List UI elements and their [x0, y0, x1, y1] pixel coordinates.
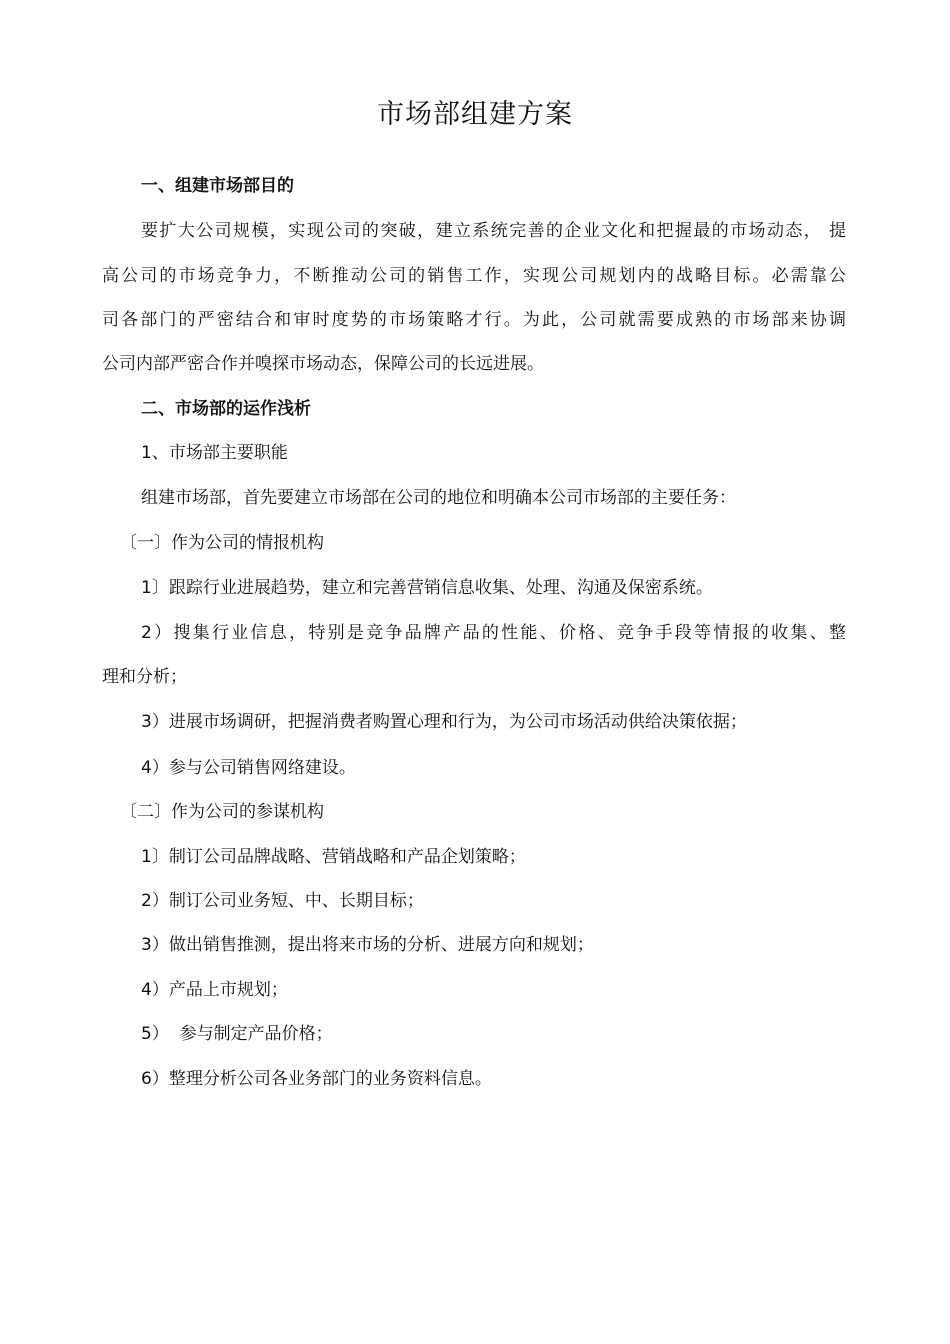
group-1-item-2-continuation: 理和分析； [102, 667, 187, 687]
group-1-item-3: 3）进展市场调研，把握消费者购置心理和行为，为公司市场活动供给决策依据； [141, 712, 747, 732]
group-2-item-3: 3）做出销售推测，提出将来市场的分析、进展方向和规划； [141, 935, 594, 955]
document-title: 市场部组建方案 [377, 99, 573, 130]
paragraph-line-4: 公司内部严密合作并嗅探市场动态，保障公司的长远进展。 [102, 354, 544, 374]
group-1-item-2: 2）搜集行业信息，特别是竞争品牌产品的性能、价格、竞争手段等情报的收集、整 [141, 623, 846, 643]
section-2-intro: 组建市场部，首先要建立市场部在公司的地位和明确本公司市场部的主要任务： [141, 488, 736, 508]
group-2-item-5: 5） 参与制定产品价格； [141, 1024, 333, 1044]
section-2-heading: 二、市场部的运作浅析 [141, 399, 311, 419]
group-1-heading: 〔一〕作为公司的情报机构 [120, 533, 324, 553]
group-2-item-6: 6）整理分析公司各业务部门的业务资料信息。 [141, 1069, 492, 1089]
section-1-paragraph [102, 218, 846, 244]
group-2-item-4: 4）产品上市规划； [141, 980, 288, 1000]
paragraph-line-2: 高公司的市场竞争力，不断推动公司的销售工作，实现公司规划内的战略目标。必需靠公 [102, 266, 846, 286]
paragraph-line-3: 司各部门的严密结合和审时度势的市场策略才行。为此，公司就需要成熟的市场部来协调 [102, 310, 846, 330]
paragraph-line-1: 要扩大公司规模，实现公司的突破，建立系统完善的企业文化和把握最的市场动态， 提 [141, 221, 846, 241]
subsection-1-heading: 1、市场部主要职能 [141, 443, 288, 463]
section-1-paragraph-line-3-row [102, 307, 846, 333]
group-1-item-2-row [141, 620, 846, 646]
group-1-item-1: 1〕跟踪行业进展趋势，建立和完善营销信息收集、处理、沟通及保密系统。 [141, 578, 713, 598]
section-1-paragraph-line-2-row [102, 263, 846, 289]
group-1-item-4: 4）参与公司销售网络建设。 [141, 758, 356, 778]
group-2-item-1: 1〕制订公司品牌战略、营销战略和产品企划策略； [141, 847, 526, 867]
group-2-item-2: 2）制订公司业务短、中、长期目标； [141, 891, 424, 911]
section-1-heading: 一、组建市场部目的 [141, 176, 294, 196]
group-2-heading: 〔二〕作为公司的参谋机构 [120, 802, 324, 822]
